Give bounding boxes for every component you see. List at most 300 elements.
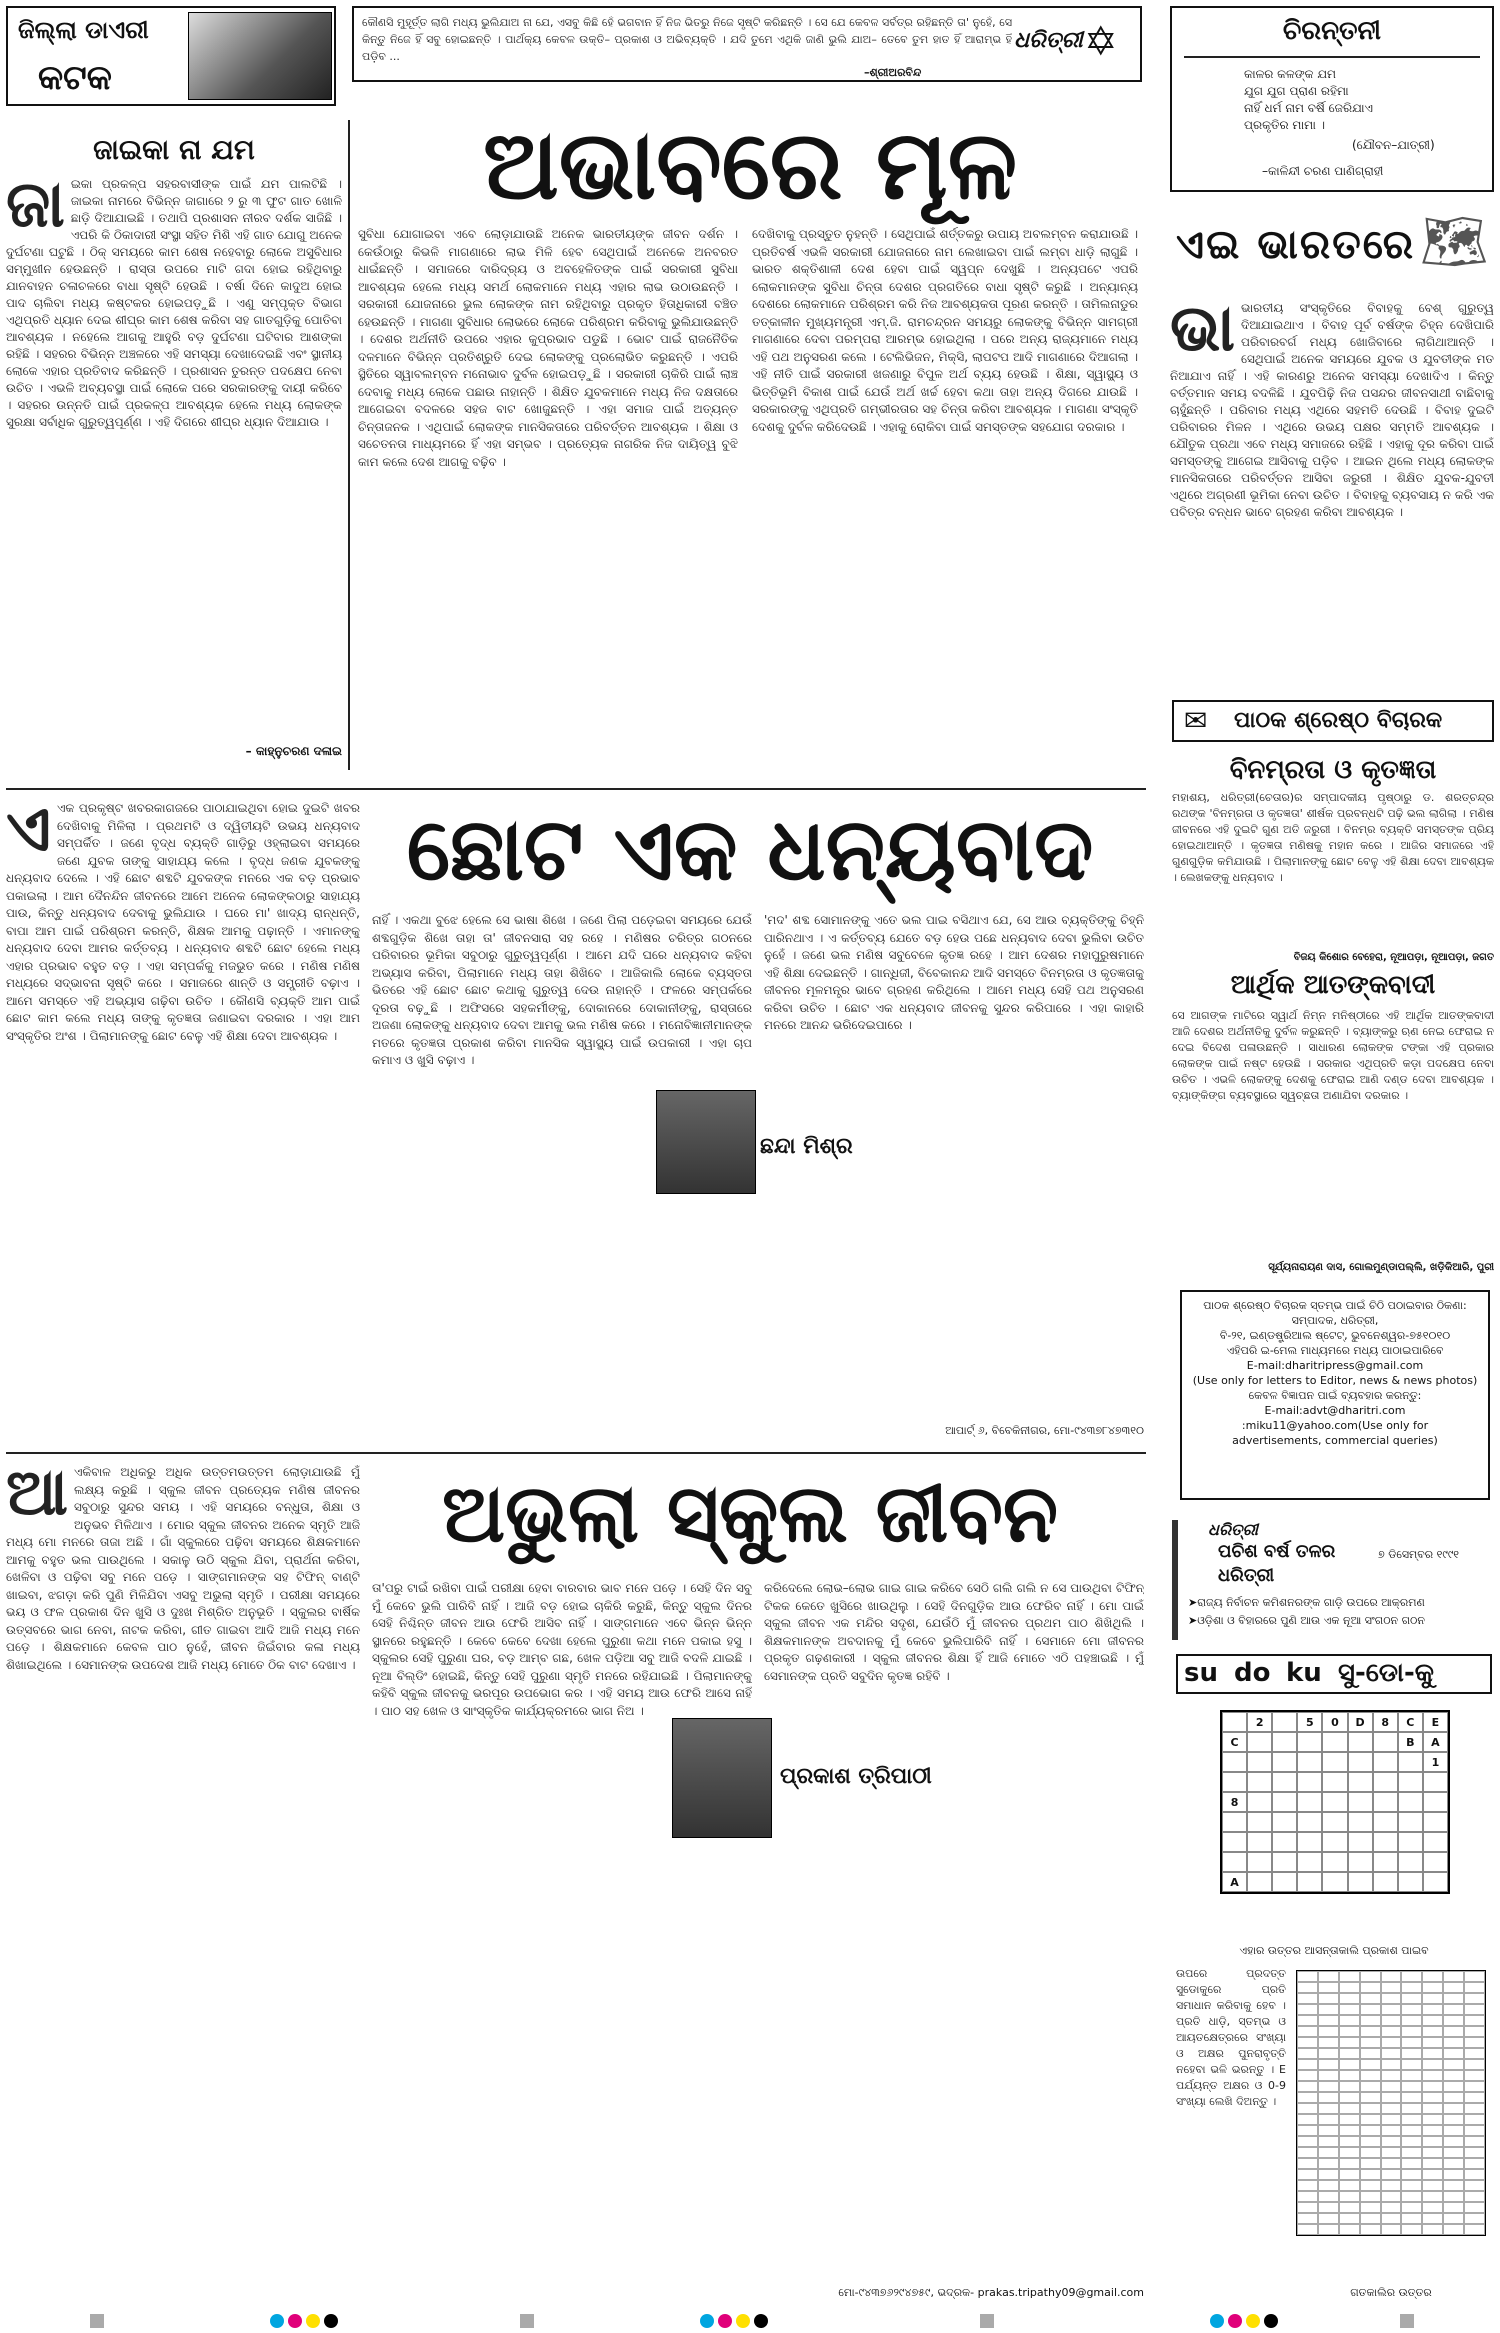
answer-cell: [1339, 2015, 1360, 2026]
answer-cell: [1381, 2191, 1402, 2202]
sudoku-grid[interactable]: [1220, 1710, 1450, 1894]
sudoku-cell[interactable]: [1247, 1852, 1272, 1872]
answer-cell: [1360, 2048, 1381, 2059]
sudoku-cell[interactable]: [1222, 1852, 1247, 1872]
answer-cell: [1443, 2092, 1464, 2103]
sudoku-cell[interactable]: [1322, 1852, 1347, 1872]
answer-cell: [1297, 2125, 1318, 2136]
article3-col2: ତା'ପରୁ ଟାଇଁ ରଖିବା ପାଇଁ ପରୀକ୍ଷା ହେବା ବାରବାର ଭାବ ମନେ ପଡ଼େ । ସେହି ଦିନ ସବୁ ମୁଁ କେବେ ଭୁଲି ପାରିବି ନାହିଁ । ଆଜି ବଡ଼ ହୋଇ ଚାକିରି କରୁଛି, କିନ୍ତୁ ସ୍କୁଲ ଦିନର ସେହି ନିଶ୍ଚିନ୍ତ ଜୀବନ ଆଉ ଫେରି ଆସିବ ନାହିଁ । ସାଙ୍ଗମାନେ ଏବେ ଭିନ୍ନ ଭିନ୍ନ ସ୍ଥାନରେ ରହୁଛନ୍ତି । କେବେ କେବେ ଦେଖା ହେଲେ ପୁରୁଣା କଥା ମନେ ପକାଇ ହସୁ । ସ୍କୁଲର ସେହି ପୁରୁଣା ଘର, ବଡ଼ ଆମ୍ବ ଗଛ, ଖେଳ ପଡ଼ିଆ ସବୁ ଆଜି ବଦଳି ଯାଇଛି । ନୂଆ ବିଲ୍ଡିଂ ହୋଇଛି, କିନ୍ତୁ ସେହି ପୁରୁଣା ସ୍ମୃତି ମନରେ ରହିଯାଇଛି । ପିଲାମାନଙ୍କୁ କହିବି ସ୍କୁଲ ଜୀବନକୁ ଭରପୂର ଉପଭୋଗ କର । ଏହି ସମୟ ଆଉ ଫେରି ଆସେ ନାହିଁ । ପାଠ ସହ ଖେଳ ଓ ସାଂସ୍କୃତିକ କାର୍ଯ୍ୟକ୍ରମରେ ଭାଗ ନିଅ ।: [372, 1581, 752, 1718]
sudoku-cell[interactable]: [1272, 1712, 1297, 1732]
vertical-divider: [348, 120, 350, 770]
answer-cell: [1401, 2059, 1422, 2070]
sudoku-cell[interactable]: B: [1398, 1732, 1423, 1752]
answer-cell: [1297, 2004, 1318, 2015]
answer-cell: [1339, 1971, 1360, 1982]
answer-cell: [1401, 1993, 1422, 2004]
sudoku-cell[interactable]: [1222, 1772, 1247, 1792]
answer-cell: [1339, 2103, 1360, 2114]
answer-cell: [1360, 1971, 1381, 1982]
answer-cell: [1318, 2180, 1339, 2191]
side-body: ଇକା ପ୍ରକଳ୍ପ ସହରବାସୀଙ୍କ ପାଇଁ ଯମ ପାଲଟିଛି । ଜାଇକା ନାମରେ ବିଭିନ୍ନ ଜାଗାରେ ୨ ରୁ ୩ ଫୁଟ ଗାତ ଖୋଳି ଛାଡ଼ି ଦିଆଯାଇଛି । ତଥାପି ପ୍ରଶାସନ ନୀରବ ଦର୍ଶକ ସାଜିଛି । ଏପରି କି ଠିକାଦାରୀ ସଂସ୍ଥା ସହିତ ମିଶି ଏହି ଗାତ ଯୋଗୁ ଅନେକ ଦୁର୍ଘଟଣା ଘଟୁଛି । ଠିକ୍ ସମୟରେ କାମ ଶେଷ ନହେବାରୁ ଲୋକେ ଅସୁବିଧାର ସମ୍ମୁଖୀନ ହେଉଛନ୍ତି । ରାସ୍ତା ଉପରେ ମାଟି ଗଦା ହୋଇ ରହିଥିବାରୁ ଯାନବାହନ ଚଳାଚଳରେ ବାଧା ସୃଷ୍ଟି ହେଉଛି । ବର୍ଷା ଦିନେ କାଦୁଅ ହୋଇ ପାଦ ଚାଲିବା ମଧ୍ୟ କଷ୍ଟକର ହୋଇପଡ଼ୁଛି । ଏଣୁ ସମ୍ପୃକ୍ତ ବିଭାଗ ଏଥିପ୍ରତି ଧ୍ୟାନ ଦେଇ ଶୀଘ୍ର କାମ ଶେଷ କରିବା ସହ ଗାତଗୁଡ଼ିକୁ ପୋତିବା ଆବଶ୍ୟକ । ନହେଲେ ଆଗକୁ ଆହୁରି ବଡ଼ ଦୁର୍ଘଟଣା ଘଟିବାର ଆଶଙ୍କା ରହିଛି । ସହରର ବିଭିନ୍ନ ଅଞ୍ଚଳରେ ଏହି ସମସ୍ୟା ଦେଖାଦେଇଛି ଏବଂ ସ୍ଥାନୀୟ ଲୋକେ ଏହାର ପ୍ରତିବାଦ କରିଛନ୍ତି । ପ୍ରଶାସନ ତୁରନ୍ତ ପଦକ୍ଷେପ ନେବା ଉଚିତ । ଏଭଳି ଅବ୍ୟବସ୍ଥା ପାଇଁ ଲୋକେ ପରେ ସରକାରଙ୍କୁ ଦାୟୀ କରିବେ । ସହରର ଉନ୍ନତି ପାଇଁ ପ୍ରକଳ୍ପ ଆବଶ୍ୟକ ହେଲେ ମଧ୍ୟ ଲୋକଙ୍କ ସୁରକ୍ଷା ସର୍ବାଧିକ ଗୁରୁତ୍ୱପୂର୍ଣ୍ଣ । ଏହି ଦିଗରେ ଶୀଘ୍ର ଧ୍ୟାନ ଦିଆଯାଉ ।: [6, 177, 342, 429]
sudoku-cell[interactable]: [1322, 1812, 1347, 1832]
answer-cell: [1401, 2158, 1422, 2169]
answer-cell: [1360, 2191, 1381, 2202]
sudoku-cell[interactable]: [1272, 1772, 1297, 1792]
article2-author: ଛନ୍ଦା ମିଶ୍ର: [760, 1134, 853, 1159]
answer-cell: [1422, 2103, 1443, 2114]
sudoku-cell[interactable]: [1272, 1872, 1297, 1892]
answer-cell: [1422, 2191, 1443, 2202]
answer-cell: [1339, 2092, 1360, 2103]
sudoku-cell[interactable]: [1297, 1852, 1322, 1872]
author-photo: [672, 1718, 772, 1838]
answer-cell: [1318, 2059, 1339, 2070]
answer-label: ଗତକାଲିର ଉତ୍ତର: [1350, 2286, 1432, 2299]
answer-cell: [1318, 2224, 1339, 2235]
answer-cell: [1360, 2125, 1381, 2136]
answer-cell: [1443, 2059, 1464, 2070]
article1-col2: ଦେଖିବାକୁ ପ୍ରସ୍ତୁତ ନୁହନ୍ତି । ସେଥିପାଇଁ ଶର୍ତ୍ତକରୁ ଉପାୟ ଅବଲମ୍ବନ କରାଯାଉଛି । ପ୍ରତିବର୍ଷ ଏଭଳି ସରକାରୀ ଯୋଜନାରେ ନାମ ଲେଖାଇବା ପାଇଁ ଲମ୍ବା ଧାଡ଼ି ଲାଗୁଛି । ଭାରତ ଶକ୍ତିଶାଳୀ ଦେଶ ହେବା ପାଇଁ ସ୍ୱପ୍ନ ଦେଖୁଛି । ଅନ୍ୟପଟେ ଏପରି ଲୋକମାନଙ୍କ ସୁବିଧା ଚିନ୍ତା ଦେଶର ପ୍ରଗତିରେ ବାଧା ସୃଷ୍ଟି କରୁଛି । ଅନ୍ୟାନ୍ୟ ଦେଶରେ ଲୋକମାନେ ପରିଶ୍ରମ କରି ନିଜ ଆବଶ୍ୟକତା ପୂରଣ କରନ୍ତି । ତାମିଲନାଡୁର ତତ୍କାଳୀନ ମୁଖ୍ୟମନ୍ତ୍ରୀ ଏମ୍.ଜି. ରାମଚନ୍ଦ୍ରନ ସମୟରୁ ଲୋକଙ୍କୁ ବିଭିନ୍ନ ସାମଗ୍ରୀ ମାଗଣାରେ ଦେବା ପରମ୍ପରା ଆରମ୍ଭ ହୋଇଥିଲା । ପରେ ଅନ୍ୟ ରାଜ୍ୟମାନେ ମଧ୍ୟ ଏହି ପଥ ଅନୁସରଣ କଲେ । ଟେଲିଭିଜନ, ମିକ୍ସି, ଲାପଟପ ଆଦି ମାଗଣାରେ ଦିଆଗଲା । ଏହି ନୀତି ପାଇଁ ସରକାରୀ ଖଜଣାରୁ ବିପୁଳ ଅର୍ଥ ବ୍ୟୟ ହେଉଛି । ଶିକ୍ଷା, ସ୍ୱାସ୍ଥ୍ୟ ଓ ଭିତ୍ତିଭୂମି ବିକାଶ ପାଇଁ ଯେଉଁ ଅର୍ଥ ଖର୍ଚ୍ଚ ହେବା କଥା ତାହା ଅନ୍ୟ ଦିଗରେ ଯାଉଛି । ସରକାରଙ୍କୁ ଏଥିପ୍ରତି ଗମ୍ଭୀରତାର ସହ ଚିନ୍ତା କରିବା ଆବଶ୍ୟକ । ମାଗଣା ସଂସ୍କୃତି ଦେଶକୁ ଦୁର୍ବଳ କରିଦେଉଛି । ଏହାକୁ ରୋକିବା ପାଇଁ ସମସ୍ତଙ୍କ ସହଯୋଗ ଦରକାର ।: [752, 227, 1138, 434]
history-label: ପଚିଶ ବର୍ଷ ତଳର ଧରିତ୍ରୀ: [1218, 1541, 1336, 1586]
sudoku-cell[interactable]: [1373, 1812, 1398, 1832]
sudoku-cell[interactable]: [1297, 1812, 1322, 1832]
answer-cell: [1464, 2059, 1485, 2070]
answer-cell: [1297, 2180, 1318, 2191]
sudoku-cell[interactable]: [1348, 1812, 1373, 1832]
answer-cell: [1401, 2213, 1422, 2224]
sudoku-cell[interactable]: [1247, 1772, 1272, 1792]
answer-cell: [1297, 2059, 1318, 2070]
sudoku-cell[interactable]: [1322, 1792, 1347, 1812]
contact-intro: ପାଠକ ଶ୍ରେଷ୍ଠ ବିଚାରକ ସ୍ତମ୍ଭ ପାଇଁ ଚିଠି ପଠାଇବାର ଠିକଣା:: [1203, 1299, 1467, 1312]
answer-cell: [1464, 1993, 1485, 2004]
answer-cell: [1422, 2015, 1443, 2026]
sudoku-title-box: [1176, 1654, 1492, 1694]
answer-cell: [1464, 2026, 1485, 2037]
sudoku-caption: ଏହାର ଉତ୍ତର ଆସନ୍ତାକାଲି ପ୍ରକାଶ ପାଇବ: [1239, 1944, 1429, 1957]
sudoku-cell[interactable]: 8: [1222, 1792, 1247, 1812]
answer-cell: [1339, 2136, 1360, 2147]
answer-cell: [1339, 2202, 1360, 2213]
answer-cell: [1339, 2224, 1360, 2235]
contact-addr1: ସମ୍ପାଦକ, ଧରିତ୍ରୀ,: [1291, 1314, 1379, 1327]
sudoku-cell[interactable]: [1247, 1732, 1272, 1752]
answer-cell: [1381, 2147, 1402, 2158]
article2-col1-body: ଏକ ପ୍ରକୃଷ୍ଟ ଖବରକାଗଜରେ ପାଠାଯାଇଥିବା ହୋଇ ଦୁଇଟି ଖବର ଦେଖିବାକୁ ମିଳିଲା । ପ୍ରଥମଟି ଓ ଦ୍ୱିତୀୟଟି ଉଭୟ ଧନ୍ୟବାଦ ସମ୍ପର୍କିତ । ଜଣେ ବୃଦ୍ଧ ବ୍ୟକ୍ତି ଗାଡ଼ିରୁ ଓହ୍ଲାଇବା ସମୟରେ ଜଣେ ଯୁବକ ତାଙ୍କୁ ସାହାଯ୍ୟ କଲେ । ବୃଦ୍ଧ ଜଣକ ଯୁବକଙ୍କୁ ଧନ୍ୟବାଦ ଦେଲେ । ଏହି ଛୋଟ ଶବ୍ଦଟି ଯୁବକଙ୍କ ମନରେ ଏକ ବଡ଼ ପ୍ରଭାବ ପକାଇଲା । ଆମ ଦୈନନ୍ଦିନ ଜୀବନରେ ଆମେ ଅନେକ ଲୋକଙ୍କଠାରୁ ସାହାଯ୍ୟ ପାଉ, କିନ୍ତୁ ଧନ୍ୟବାଦ ଦେବାକୁ ଭୁଲିଯାଉ । ଘରେ ମା' ଖାଦ୍ୟ ରାନ୍ଧନ୍ତି, ବାପା ଆମ ପାଇଁ ପରିଶ୍ରମ କରନ୍ତି, ଶିକ୍ଷକ ଆମକୁ ପଢ଼ାନ୍ତି । ଏମାନଙ୍କୁ ଧନ୍ୟବାଦ ଦେବା ଆମର କର୍ତ୍ତବ୍ୟ । ଧନ୍ୟବାଦ ଶବ୍ଦଟି ଛୋଟ ହେଲେ ମଧ୍ୟ ଏହାର ପ୍ରଭାବ ବହୁତ ବଡ଼ । ଏହା ସମ୍ପର୍କକୁ ମଜଭୁତ କରେ । ମଣିଷ ମଣିଷ ମଧ୍ୟରେ ସଦ୍‌ଭାବନା ସୃଷ୍ଟି କରେ । ସମାଜରେ ଶାନ୍ତି ଓ ସମ୍ପ୍ରୀତି ବଢ଼ାଏ । ଆମେ ସମସ୍ତେ ଏହି ଅଭ୍ୟାସ ଗଢ଼ିବା ଉଚିତ । କୌଣସି ବ୍ୟକ୍ତି ଆମ ପାଇଁ ଛୋଟ କାମ କଲେ ମଧ୍ୟ ତାଙ୍କୁ କୃତଜ୍ଞତା ଜଣାଇବା ଦରକାର । ଏହା ଆମ ସଂସ୍କୃତିର ଅଂଶ । ପିଲାମାନଙ୍କୁ ଛୋଟ ବେଳୁ ଏହି ଶିକ୍ଷା ଦେବା ଆବଶ୍ୟକ ।: [6, 801, 360, 1043]
sudoku-cell[interactable]: 8: [1373, 1712, 1398, 1732]
answer-cell: [1381, 2059, 1402, 2070]
district-diary-box: [6, 6, 336, 106]
answer-cell: [1297, 2092, 1318, 2103]
section-divider: [6, 1452, 1146, 1454]
sudoku-cell[interactable]: [1398, 1752, 1423, 1772]
answer-cell: [1381, 2070, 1402, 2081]
answer-cell: [1339, 1993, 1360, 2004]
answer-cell: [1339, 2147, 1360, 2158]
answer-cell: [1422, 2202, 1443, 2213]
sudoku-cell[interactable]: [1222, 1812, 1247, 1832]
answer-cell: [1422, 1982, 1443, 1993]
letters-banner-text: ପାଠକ ଶ୍ରେଷ୍ଠ ବିଚାରକ: [1234, 708, 1443, 733]
answer-cell: [1360, 1982, 1381, 1993]
answer-cell: [1318, 2158, 1339, 2169]
answer-cell: [1381, 2213, 1402, 2224]
answer-cell: [1318, 2191, 1339, 2202]
contact-email3[interactable]: :miku11@yahoo.com(Use only for: [1241, 1419, 1429, 1432]
answer-cell: [1297, 2202, 1318, 2213]
answer-cell: [1443, 2169, 1464, 2180]
answer-cell: [1339, 2180, 1360, 2191]
answer-cell: [1339, 2125, 1360, 2136]
answer-cell: [1401, 2191, 1422, 2202]
answer-cell: [1381, 2114, 1402, 2125]
sudoku-cell[interactable]: [1272, 1732, 1297, 1752]
answer-cell: [1360, 2059, 1381, 2070]
sudoku-cell[interactable]: C: [1398, 1712, 1423, 1732]
sudoku-cell[interactable]: [1373, 1852, 1398, 1872]
contact-email-label: ଏହିପରି ଇ-ମେଲ ମାଧ୍ୟମରେ ମଧ୍ୟ ପାଠାଇପାରିବେ: [1226, 1344, 1444, 1357]
sudoku-cell[interactable]: [1348, 1832, 1373, 1852]
answer-cell: [1360, 2114, 1381, 2125]
answer-cell: [1464, 2169, 1485, 2180]
article2-col1: [6, 800, 360, 1440]
answer-cell: [1318, 2092, 1339, 2103]
answer-cell: [1381, 2202, 1402, 2213]
answer-cell: [1297, 2026, 1318, 2037]
answer-cell: [1381, 2125, 1402, 2136]
answer-cell: [1401, 2048, 1422, 2059]
answer-cell: [1464, 2158, 1485, 2169]
answer-cell: [1360, 2202, 1381, 2213]
sudoku-cell[interactable]: [1297, 1752, 1322, 1772]
sudoku-cell[interactable]: [1398, 1772, 1423, 1792]
answer-cell: [1318, 2026, 1339, 2037]
quote-author: –ଶ୍ରୀଅରବିନ୍ଦ: [864, 66, 922, 79]
sudoku-cell[interactable]: 1: [1423, 1752, 1448, 1772]
answer-cell: [1401, 2180, 1422, 2191]
reg-dot-magenta: [1228, 2314, 1242, 2328]
newspaper-logo: ଧରିତ୍ରୀ: [1014, 28, 1083, 53]
answer-cell: [1339, 2004, 1360, 2015]
answer-cell: [1401, 2224, 1422, 2235]
sudoku-cell[interactable]: [1222, 1712, 1247, 1732]
answer-cell: [1318, 2037, 1339, 2048]
article3-title: ଅଭୁଲା ସ୍କୁଲ ଜୀବନ: [441, 1467, 1059, 1560]
sudoku-cell[interactable]: [1373, 1792, 1398, 1812]
answer-cell: [1464, 1971, 1485, 1982]
answer-cell: [1443, 2213, 1464, 2224]
letter1-author: ବିଜୟ କିଶୋର ବେହେରା, ନୂଆପଡ଼ା, ନୂଆପଡ଼ା, ଜଗତ: [1293, 952, 1494, 963]
answer-cell: [1422, 2169, 1443, 2180]
sudoku-cell[interactable]: [1247, 1792, 1272, 1812]
sudoku-rules: ଉପରେ ପ୍ରଦତ୍ତ ସୁଡୋକୁରେ ପ୍ରତି ସମାଧାନ କରିବାକୁ ହେବ । ପ୍ରତି ଧାଡ଼ି, ସ୍ତମ୍ଭ ଓ ଆୟତକ୍ଷେତ୍ରରେ ସଂଖ୍ୟା ଓ ଅକ୍ଷର ପୁନରାବୃତ୍ତି ନହେବା ଭଳି ଭରନ୍ତୁ । E ପର୍ଯ୍ୟନ୍ତ ଅକ୍ଷର ଓ 0-9 ସଂଖ୍ୟା ଲେଖି ଦିଅନ୍ତୁ ।: [1176, 1967, 1286, 2108]
answer-cell: [1297, 2070, 1318, 2081]
divider: [1184, 56, 1480, 58]
sudoku-cell[interactable]: [1423, 1852, 1448, 1872]
answer-cell: [1297, 1993, 1318, 2004]
answer-cell: [1464, 2070, 1485, 2081]
answer-cell: [1360, 2015, 1381, 2026]
contact-adv-label: କେବଳ ବିଜ୍ଞାପନ ପାଇଁ ବ୍ୟବହାର କରନ୍ତୁ:: [1248, 1389, 1422, 1402]
sudoku-cell[interactable]: [1272, 1852, 1297, 1872]
sudoku-cell[interactable]: [1322, 1752, 1347, 1772]
contact-email2[interactable]: E-mail:advt@dharitri.com: [1264, 1404, 1406, 1417]
sudoku-cell[interactable]: [1348, 1792, 1373, 1812]
district-name: କଟକ: [38, 58, 112, 98]
reg-dot-cyan: [1210, 2314, 1224, 2328]
sudoku-cell[interactable]: E: [1423, 1712, 1448, 1732]
answer-cell: [1381, 2092, 1402, 2103]
dropcap: ଆ: [6, 1464, 68, 1530]
answer-cell: [1318, 2015, 1339, 2026]
answer-cell: [1443, 2037, 1464, 2048]
sudoku-cell[interactable]: [1348, 1732, 1373, 1752]
sudoku-cell[interactable]: [1272, 1812, 1297, 1832]
answer-cell: [1422, 2081, 1443, 2092]
sudoku-cell[interactable]: [1322, 1872, 1347, 1892]
article2-col2: ନାହିଁ । ଏକଥା ବୁଝେ ହେଲେ ସେ ଭାଷା ଶିଖେ । ଜଣେ ପିଲା ପଡ଼େଇବା ସମୟରେ ଯେଉଁ ଶବ୍ଦଗୁଡ଼ିକ ଶିଖେ ତାହା ତା' ଜୀବନସାରା ସହ ରହେ । ମଣିଷର ଚରିତ୍ର ଗଠନରେ ପରିବାରର ଭୂମିକା ସବୁଠାରୁ ଗୁରୁତ୍ୱପୂର୍ଣ୍ଣ । ଆମେ ଯଦି ଘରେ ଧନ୍ୟବାଦ କହିବା ଅଭ୍ୟାସ କରିବା, ପିଲାମାନେ ମଧ୍ୟ ତାହା ଶିଖିବେ । ଆଜିକାଲି ଲୋକେ ବ୍ୟସ୍ତତା ଭିତରେ ଏହି ଛୋଟ ଛୋଟ କଥାକୁ ଗୁରୁତ୍ୱ ଦେଉ ନାହାନ୍ତି । ଫଳରେ ସମ୍ପର୍କରେ ଦୂରତା ବଢ଼ୁଛି । ଅଫିସରେ ସହକର୍ମୀଙ୍କୁ, ଦୋକାନରେ ଦୋକାନୀଙ୍କୁ, ରାସ୍ତାରେ ଅଜଣା ଲୋକଙ୍କୁ ଧନ୍ୟବାଦ ଦେବା ଆମକୁ ଭଲ ମଣିଷ କରେ । ମନୋବିଜ୍ଞାନୀମାନଙ୍କ ମତରେ କୃତଜ୍ଞତା ପ୍ରକାଶ କରିବା ମାନସିକ ସ୍ୱାସ୍ଥ୍ୟ ପାଇଁ ଉପକାରୀ । ଏହା ଚାପ କମାଏ ଓ ଖୁସି ବଢ଼ାଏ ।: [372, 913, 752, 1067]
sudoku-cell[interactable]: [1398, 1872, 1423, 1892]
answer-cell: [1443, 2048, 1464, 2059]
answer-cell: [1360, 2147, 1381, 2158]
answer-cell: [1297, 2136, 1318, 2147]
district-photo: [188, 12, 332, 100]
sudoku-cell[interactable]: [1322, 1732, 1347, 1752]
answer-cell: [1381, 1971, 1402, 1982]
answer-cell: [1339, 2191, 1360, 2202]
sudoku-cell[interactable]: [1398, 1812, 1423, 1832]
sudoku-cell[interactable]: [1348, 1752, 1373, 1772]
history-item1: ➤ରାଜ୍ୟ ନିର୍ବାଚନ କମିଶନରଙ୍କ ଗାଡ଼ି ଉପରେ ଆକ୍ରମଣ: [1188, 1596, 1425, 1609]
answer-cell: [1401, 1982, 1422, 1993]
answer-cell: [1422, 2026, 1443, 2037]
answer-cell: [1401, 2081, 1422, 2092]
answer-cell: [1318, 2081, 1339, 2092]
contact-email1[interactable]: E-mail:dharitripress@gmail.com: [1246, 1359, 1424, 1372]
answer-cell: [1297, 2081, 1318, 2092]
sudoku-cell[interactable]: A: [1222, 1872, 1247, 1892]
sudoku-cell[interactable]: D: [1348, 1712, 1373, 1732]
sudoku-cell[interactable]: [1297, 1872, 1322, 1892]
quote-text: କୌଣସି ମୁହୂର୍ତ୍ତ ଲାଗି ମଧ୍ୟ ଭୁଲିଯାଅ ନା ଯେ, ଏସବୁ କିଛି ହେଁ ଭଗବାନ ହିଁ ନିଜ ଭିତରୁ ନିଜେ ସୃଷ୍ଟି କରିଛନ୍ତି । ସେ ଯେ କେବଳ ସର୍ବତ୍ର ରହିଛନ୍ତି ତା' ନୁହେଁ, ସେ କିନ୍ତୁ ନିଜେ ହିଁ ସବୁ ହୋଇଛନ୍ତି । ପାର୍ଥକ୍ୟ କେବଳ ଉକ୍ତି– ପ୍ରକାଶ ଓ ଅଭିବ୍ୟକ୍ତି । ଯଦି ତୁମେ ଏଥିକି ଜାଣି ଭୁଲି ଯାଅ– ତେବେ ତୁମ ହାତ ହିଁ ଆରାମ୍ଭ ହିଁ ପଡ଼ିବ ...: [362, 16, 1012, 63]
sudoku-cell[interactable]: [1373, 1832, 1398, 1852]
reg-dot-black: [324, 2314, 338, 2328]
sudoku-cell[interactable]: [1247, 1832, 1272, 1852]
sudoku-cell[interactable]: [1398, 1832, 1423, 1852]
answer-cell: [1360, 2169, 1381, 2180]
sudoku-cell[interactable]: [1297, 1772, 1322, 1792]
sudoku-cell[interactable]: [1222, 1752, 1247, 1772]
answer-cell: [1297, 1982, 1318, 1993]
answer-cell: [1318, 1982, 1339, 1993]
sudoku-cell[interactable]: [1423, 1872, 1448, 1892]
answer-cell: [1443, 2026, 1464, 2037]
answer-cell: [1381, 2015, 1402, 2026]
answer-cell: [1339, 2026, 1360, 2037]
answer-cell: [1443, 1971, 1464, 1982]
answer-cell: [1360, 2136, 1381, 2147]
sudoku-cell[interactable]: [1423, 1772, 1448, 1792]
answer-cell: [1318, 2202, 1339, 2213]
india-map-icon: 🗺: [1420, 210, 1489, 273]
answer-cell: [1401, 2070, 1422, 2081]
reg-block: [1400, 2314, 1414, 2328]
answer-cell: [1297, 2224, 1318, 2235]
answer-cell: [1297, 2169, 1318, 2180]
sudoku-cell[interactable]: A: [1423, 1732, 1448, 1752]
sudoku-cell[interactable]: [1423, 1792, 1448, 1812]
answer-cell: [1401, 2092, 1422, 2103]
answer-cell: [1360, 2070, 1381, 2081]
answer-cell: [1318, 1993, 1339, 2004]
answer-cell: [1443, 2114, 1464, 2125]
side-column: [6, 130, 342, 770]
reg-dot-yellow: [306, 2314, 320, 2328]
article2-address: ଆପାର୍ଟ୍ ୬, ବିବେକିନୀଗର, ମୋ-୯୪୩୭୮୪୭୩୧୦: [945, 1424, 1144, 1437]
sudoku-cell[interactable]: [1373, 1752, 1398, 1772]
sudoku-cell[interactable]: [1297, 1732, 1322, 1752]
answer-cell: [1464, 2191, 1485, 2202]
contact-box: [1180, 1290, 1490, 1500]
answer-cell: [1297, 2158, 1318, 2169]
article1-title: ଅଭାବରେ ମୂଳ: [482, 109, 1018, 221]
answer-cell: [1360, 2026, 1381, 2037]
answer-cell: [1401, 2037, 1422, 2048]
answer-cell: [1297, 1971, 1318, 1982]
sudoku-cell[interactable]: [1423, 1832, 1448, 1852]
chirantani-box: [1170, 6, 1494, 192]
sudoku-cell[interactable]: [1373, 1732, 1398, 1752]
reg-block: [980, 2314, 994, 2328]
answer-cell: [1422, 2125, 1443, 2136]
answer-cell: [1381, 2224, 1402, 2235]
answer-cell: [1464, 2147, 1485, 2158]
answer-cell: [1401, 2169, 1422, 2180]
answer-cell: [1381, 2026, 1402, 2037]
answer-cell: [1360, 2081, 1381, 2092]
answer-cell: [1443, 2202, 1464, 2213]
sudoku-title-a: su: [1184, 1658, 1218, 1688]
answer-cell: [1422, 2158, 1443, 2169]
answer-cell: [1360, 1993, 1381, 2004]
sudoku-cell[interactable]: 5: [1297, 1712, 1322, 1732]
answer-cell: [1381, 2158, 1402, 2169]
sudoku-cell[interactable]: [1373, 1772, 1398, 1792]
dropcap: ଭା: [1170, 300, 1235, 366]
answer-cell: [1464, 2048, 1485, 2059]
answer-cell: [1443, 2180, 1464, 2191]
answer-cell: [1297, 2048, 1318, 2059]
letter1-title: ବିନମ୍ରତା ଓ କୃତଜ୍ଞତା: [1229, 755, 1437, 785]
reg-dot-yellow: [736, 2314, 750, 2328]
answer-cell: [1318, 2213, 1339, 2224]
reg-dot-black: [754, 2314, 768, 2328]
sudoku-cell[interactable]: [1272, 1792, 1297, 1812]
answer-cell: [1339, 2037, 1360, 2048]
sudoku-cell[interactable]: [1272, 1832, 1297, 1852]
answer-cell: [1443, 2015, 1464, 2026]
sudoku-cell[interactable]: [1398, 1852, 1423, 1872]
sudoku-cell[interactable]: [1247, 1752, 1272, 1772]
answer-cell: [1381, 1982, 1402, 1993]
sudoku-cell[interactable]: [1373, 1872, 1398, 1892]
answer-cell: [1464, 2081, 1485, 2092]
answer-cell: [1318, 2114, 1339, 2125]
answer-cell: [1318, 2169, 1339, 2180]
answer-cell: [1464, 2136, 1485, 2147]
answer-cell: [1443, 2147, 1464, 2158]
article3-author: ପ୍ରକାଶ ତ୍ରିପାଠୀ: [780, 1764, 932, 1789]
answer-cell: [1422, 2037, 1443, 2048]
sudoku-cell[interactable]: C: [1222, 1732, 1247, 1752]
sudoku-cell[interactable]: [1348, 1852, 1373, 1872]
sudoku-cell[interactable]: [1222, 1832, 1247, 1852]
answer-cell: [1464, 2202, 1485, 2213]
article3-col1-body: ଏକିବାଳ ଅଧିକରୁ ଅଧିକ ଉତ୍ତମଉତ୍ତମ ଲୋଡ଼ାଯାଉଛି ମୁଁ ଲକ୍ଷ୍ୟ କରୁଛି । ସ୍କୁଲ ଜୀବନ ପ୍ରତ୍ୟେକ ମଣିଷ ଜୀବନର ସବୁଠାରୁ ସୁନ୍ଦର ସମୟ । ଏହି ସମୟରେ ବନ୍ଧୁତା, ଶିକ୍ଷା ଓ ଅନୁଭବ ମିଳିଥାଏ । ମୋର ସ୍କୁଲ ଜୀବନର ଅନେକ ସ୍ମୃତି ଆଜି ମଧ୍ୟ ମୋ ମନରେ ତାଜା ଅଛି । ଗାଁ ସ୍କୁଲରେ ପଢ଼ିବା ସମୟରେ ଶିକ୍ଷକମାନେ ଆମକୁ ବହୁତ ଭଲ ପାଉଥିଲେ । ସକାଳୁ ଉଠି ସ୍କୁଲ ଯିବା, ପ୍ରାର୍ଥନା କରିବା, ଖେଳିବା ଓ ପଢ଼ିବା ସବୁ ମନେ ପଡ଼େ । ସାଙ୍ଗମାନଙ୍କ ସହ ଟିଫିନ୍ ବାଣ୍ଟି ଖାଇବା, ଝଗଡ଼ା କରି ପୁଣି ମିଳିଯିବା ଏସବୁ ଅଭୁଲା ସ୍ମୃତି । ପରୀକ୍ଷା ସମୟରେ ଭୟ ଓ ଫଳ ପ୍ରକାଶ ଦିନ ଖୁସି ଓ ଦୁଃଖ ମିଶ୍ରିତ ଅନୁଭୂତି । ସ୍କୁଲର ବାର୍ଷିକ ଉତ୍ସବରେ ଭାଗ ନେବା, ନାଟକ କରିବା, ଗୀତ ଗାଇବା ଆଦି ଆଜି ମଧ୍ୟ ମନେ ପଡ଼େ । ଶିକ୍ଷକମାନେ କେବଳ ପାଠ ନୁହେଁ, ଜୀବନ ଜିଇଁବାର କଳା ମଧ୍ୟ ଶିଖାଇଥିଲେ । ସେମାନଙ୍କ ଉପଦେଶ ଆଜି ମଧ୍ୟ ମୋତେ ଠିକ ବାଟ ଦେଖାଏ ।: [6, 1465, 360, 1672]
answer-cell: [1401, 2103, 1422, 2114]
sudoku-cell[interactable]: [1348, 1872, 1373, 1892]
sudoku-cell[interactable]: [1348, 1772, 1373, 1792]
sudoku-cell[interactable]: [1272, 1752, 1297, 1772]
answer-cell: [1297, 2103, 1318, 2114]
answer-cell: [1339, 2081, 1360, 2092]
answer-cell: [1339, 2059, 1360, 2070]
sudoku-cell[interactable]: [1247, 1872, 1272, 1892]
answer-cell: [1339, 2048, 1360, 2059]
contact-addr2: ବି-୨୧, ଇଣ୍ଡଷ୍ଟ୍ରିଆଲ ଷ୍ଟେଟ୍, ଭୁବନେଶ୍ୱର-୭୫୧୦୧୦: [1219, 1329, 1451, 1342]
answer-cell: [1443, 2191, 1464, 2202]
side-author: – କାହ୍ନୁଚରଣ ଦଳାଇ: [245, 744, 342, 758]
answer-cell: [1464, 2037, 1485, 2048]
dropcap: ଜା: [6, 176, 65, 242]
answer-cell: [1443, 2004, 1464, 2015]
sudoku-cell[interactable]: [1322, 1832, 1347, 1852]
answer-cell: [1318, 2070, 1339, 2081]
sudoku-cell[interactable]: [1423, 1812, 1448, 1832]
sudoku-cell[interactable]: [1322, 1772, 1347, 1792]
answer-cell: [1318, 2004, 1339, 2015]
answer-cell: [1422, 2180, 1443, 2191]
answer-cell: [1339, 2213, 1360, 2224]
history-date: ୭ ଡିସେମ୍ବର ୧୯୯୧: [1378, 1548, 1460, 1561]
letter1-text: ମହାଶୟ, ଧରିତ୍ରୀ(ଚେତାର)ର ସମ୍ପାଦକୀୟ ପୃଷ୍ଠାରୁ ଡ. ଶରତ୍‌ଚନ୍ଦ୍ର ରଥଙ୍କ 'ବିନମ୍ରତା ଓ କୃତଜ୍ଞତା' ଶୀର୍ଷକ ପ୍ରବନ୍ଧଟି ପଢ଼ି ଭଲ ଲାଗିଲା । ମଣିଷ ଜୀବନରେ ଏହି ଦୁଇଟି ଗୁଣ ଅତି ଜରୁରୀ । ବିନମ୍ର ବ୍ୟକ୍ତି ସମସ୍ତଙ୍କ ପ୍ରିୟ ହୋଇଥାଆନ୍ତି । କୃତଜ୍ଞତା ମଣିଷକୁ ମହାନ କରେ । ଆଜିର ସମାଜରେ ଏହି ଗୁଣଗୁଡ଼ିକ କମିଯାଉଛି । ପିଲାମାନଙ୍କୁ ଛୋଟ ବେଳୁ ଏହି ଶିକ୍ଷା ଦେବା ଆବଶ୍ୟକ । ଲେଖକଙ୍କୁ ଧନ୍ୟବାଦ ।: [1172, 791, 1494, 884]
ebharata-title: ଏଇ ଭାରତରେ: [1176, 222, 1416, 268]
answer-cell: [1443, 2125, 1464, 2136]
sudoku-cell[interactable]: [1297, 1792, 1322, 1812]
sudoku-cell[interactable]: 0: [1322, 1712, 1347, 1732]
answer-cell: [1464, 1982, 1485, 1993]
answer-cell: [1297, 2213, 1318, 2224]
sudoku-cell[interactable]: [1247, 1812, 1272, 1832]
answer-cell: [1381, 2037, 1402, 2048]
answer-cell: [1422, 2136, 1443, 2147]
sudoku-cell[interactable]: [1297, 1832, 1322, 1852]
answer-cell: [1318, 2125, 1339, 2136]
answer-cell: [1401, 2147, 1422, 2158]
author-photo: [656, 1090, 756, 1194]
answer-cell: [1422, 2004, 1443, 2015]
sudoku-cell[interactable]: [1398, 1792, 1423, 1812]
answer-cell: [1422, 2059, 1443, 2070]
sudoku-cell[interactable]: 2: [1247, 1712, 1272, 1732]
reg-dot-yellow: [1246, 2314, 1260, 2328]
answer-cell: [1422, 2224, 1443, 2235]
answer-cell: [1360, 2213, 1381, 2224]
answer-cell: [1443, 1993, 1464, 2004]
answer-cell: [1422, 2213, 1443, 2224]
reg-dot-cyan: [700, 2314, 714, 2328]
answer-cell: [1464, 2004, 1485, 2015]
